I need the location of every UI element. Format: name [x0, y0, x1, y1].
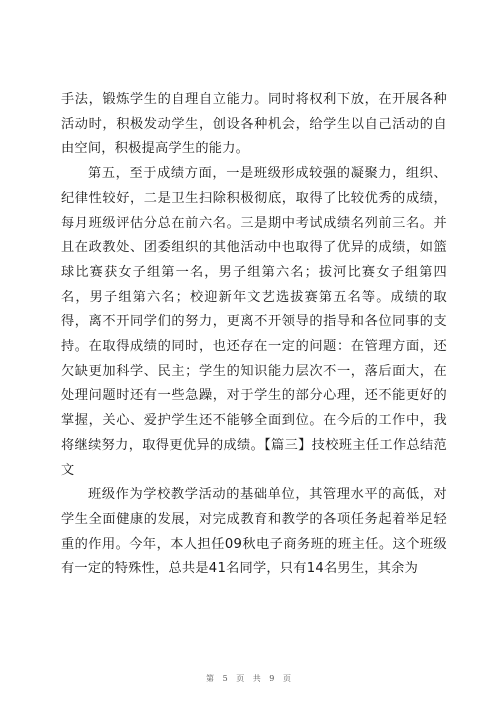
paragraph-1: 手法，锻炼学生的自理自立能力。同时将权利下放，在开展各种活动时，积极发动学生，创设各种机会，给学生以自己活动的自由空间，积极提高学生的能力。	[61, 92, 447, 157]
paragraph-3: 班级作为学校教学活动的基础单位，其管理水平的高低，对学生全面健康的发展，对完成教育和教学的各项任务起着举足轻重的作用。今年，本人担任09秋电子商务班的班主任。这个班级有一定的特殊性，总共是41名同学，只有14名男生，其余为	[61, 487, 447, 577]
paragraph-2: 第五，至于成绩方面，一是班级形成较强的凝聚力，组织、纪律性较好，二是卫生扫除积极彻底，取得了比较优秀的成绩，每月班级评估分总在前六名。三是期中考试成绩名列前三名。并且在政教处、团委组织的其他活动中也取得了优异的成绩，如篮球比赛获女子组第一名，男子组第六名；拔河比赛女子组第四名，男子组第六名；校迎新年文艺选拔赛第五名等。成绩的取得，离不开同学们的努力，更离不开领导的指导和各位同事的支持。在取得成绩的同时，也还存在一定的问题：在管理方面，还欠缺更加科学、民主；学生的知识能力层次不一，落后面大，在处理问题时还有一些急躁，对于学生的部分心理，还不能更好的掌握，关心、爱护学生还不能够全面到位。在今后的工作中，我将继续努力，取得更优异的成绩。【篇三】技校班主任工作总结范文	[61, 166, 447, 478]
page-number-footer: 第 5 页 共 9 页	[206, 674, 294, 683]
document-body	[61, 88, 447, 582]
